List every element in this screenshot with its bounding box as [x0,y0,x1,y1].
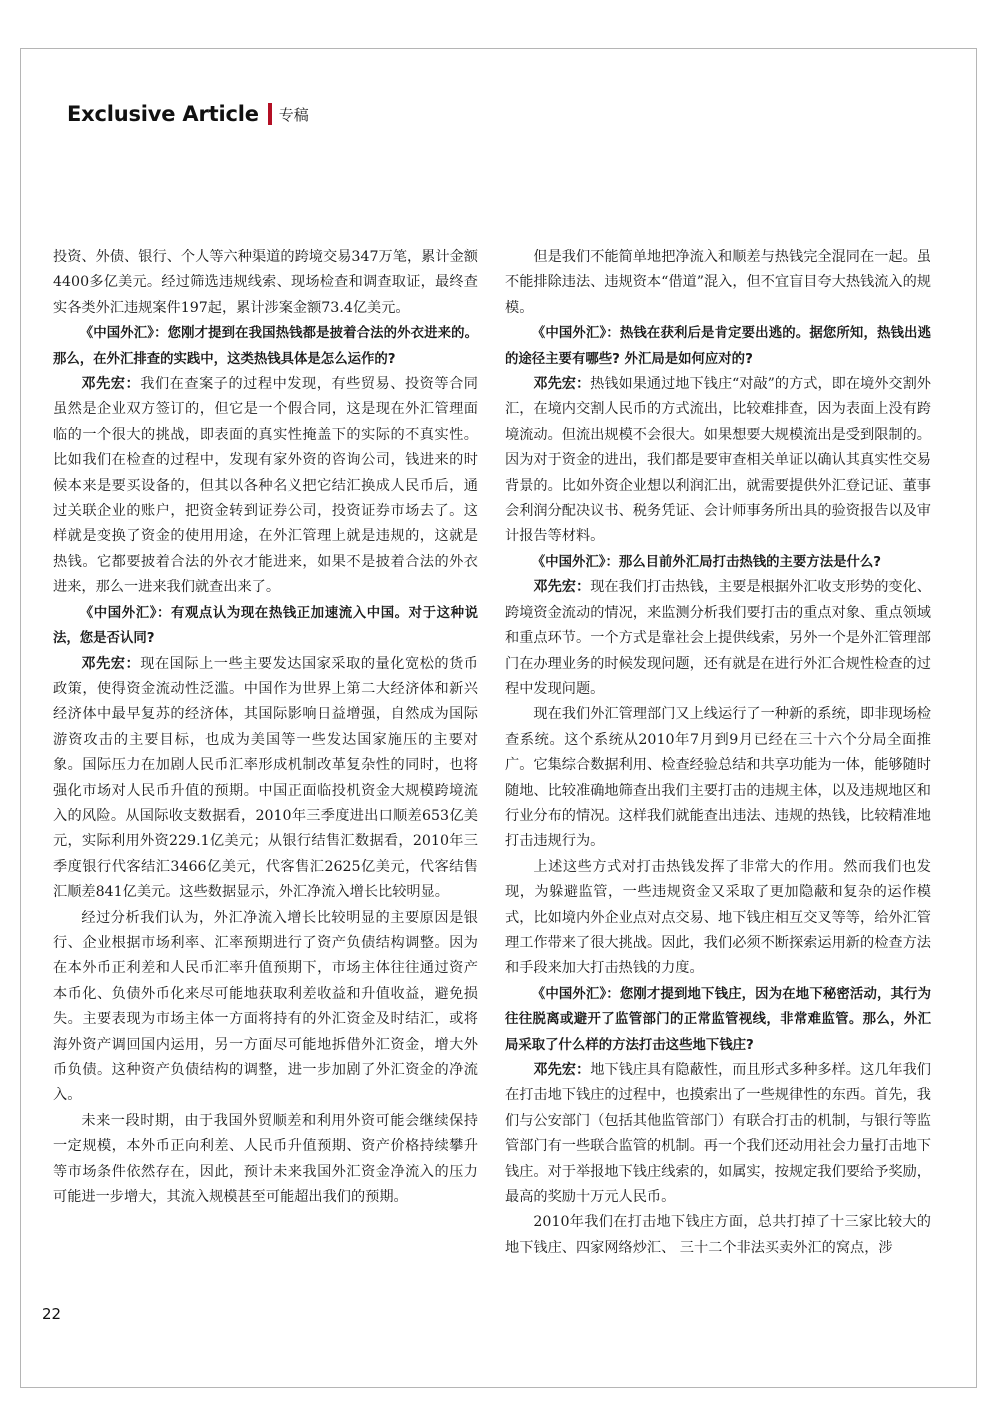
speaker-name: 邓先宏： [81,655,141,672]
speaker-name: 邓先宏： [533,1062,591,1078]
left-column [53,245,478,1210]
speaker-name: 邓先宏： [81,376,141,393]
question: 《中国外汇》：您刚才提到在我国热钱都是披着合法的外衣进来的。那么，在外汇排查的实践中，这类热钱具体是怎么运作的? [53,326,478,367]
answer: 邓先宏：我们在查案子的过程中发现，有些贸易、投资等合同虽然是企业双方签订的，但它是一个假合同，这是现在外汇管理面临的一个很大的挑战，即表面的真实性掩盖下的实际的不真实性。比如我们在检查的过程中，发现有家外资的咨询公司，钱进来的时候本来是要买设备的，但其以各种名义把它结汇换成人民币后，通过关联企业的账户，把资金转到证券公司，投资证券市场去了。这样就是变换了资金的使用用途，在外汇管理上就是违规的，这就是热钱。它都要披着合法的外衣才能进来，如果不是披着合法的外衣进来，那么一进来我们就查出来了。 [53,376,478,596]
paragraph: 现在我们外汇管理部门又上线运行了一种新的系统，即非现场检查系统。这个系统从2010年7月到9月已经在三十六个分局全面推广。它集综合数据利用、检查经验总结和共享功能为一体，能够随时随地、比较准确地筛查出我们主要打击的违规主体，以及违规地区和行业分布的情况。这样我们就能查出违法、违规的热钱，比较精准地打击违规行为。 [505,706,931,850]
speaker-name: 邓先宏： [533,579,591,596]
page-number: 22 [42,1305,62,1323]
answer: 邓先宏：现在我们打击热钱，主要是根据外汇收支形势的变化、跨境资金流动的情况，来监测分析我们要打击的重点对象、重点领域和重点环节。一个方式是靠社会上提供线索，另外一个是外汇管理部门在办理业务的时候发现问题，还有就是在进行外汇合规性检查的过程中发现问题。 [505,579,931,697]
paragraph: 经过分析我们认为，外汇净流入增长比较明显的主要原因是银行、企业根据市场利率、汇率预期进行了资产负债结构调整。因为在本外币正利差和人民币汇率升值预期下，市场主体往往通过资产本币化、负债外币化来尽可能地获取利差收益和升值收益，避免损失。主要表现为市场主体一方面将持有的外汇资金及时结汇，或将海外资产调回国内运用，另一方面尽可能地拆借外汇资金，增大外币负债。这种资产负债结构的调整，进一步加剧了外汇资金的净流入。 [53,909,478,1104]
answer: 邓先宏：地下钱庄具有隐蔽性，而且形式多种多样。这几年我们在打击地下钱庄的过程中，也摸索出了一些规律性的东西。首先，我们与公安部门（包括其他监管部门）有联合打击的机制，与银行等监管部门有一些联合监管的机制。再一个我们还动用社会力量打击地下钱庄。对于举报地下钱庄线索的，如属实，按规定我们要给予奖励，最高的奖励十万元人民币。 [505,1062,931,1206]
paragraph: 投资、外债、银行、个人等六种渠道的跨境交易347万笔，累计金额4400多亿美元。经过筛选违规线索、现场检查和调查取证，最终查实各类外汇违规案件197起，累计涉案金额73.4亿美元。 [53,249,478,316]
speaker-name: 邓先宏： [533,376,591,393]
header-divider-bar [268,103,272,125]
answer: 邓先宏：现在国际上一些主要发达国家采取的量化宽松的货币政策，使得资金流动性泛滥。中国作为世界上第二大经济体和新兴经济体中最早复苏的经济体，其国际影响日益增强，自然成为国际游资攻击的主要目标，也成为美国等一些发达国家施压的主要对象。国际压力在加剧人民币汇率形成机制改革复杂性的同时，也将强化市场对人民币升值的预期。中国正面临投机资金大规模跨境流入的风险。从国际收支数据看，2010年三季度进出口顺差653亿美元，实际利用外资229.1亿美元；从银行结售汇数据看，2010年三季度银行代客结汇3466亿美元，代客售汇2625亿美元，代客结售汇顺差841亿美元。这些数据显示，外汇净流入增长比较明显。 [53,655,478,901]
section-title-zh: 专稿 [278,105,309,124]
paragraph: 未来一段时期，由于我国外贸顺差和利用外资可能会继续保持一定规模，本外币正向利差、人民币升值预期、资产价格持续攀升等市场条件依然存在，因此，预计未来我国外汇资金净流入的压力可能进一步增大，其流入规模甚至可能超出我们的预期。 [53,1112,478,1206]
paragraph: 但是我们不能简单地把净流入和顺差与热钱完全混同在一起。虽不能排除违法、违规资本“借道”混入，但不宜盲目夸大热钱流入的规模。 [505,249,931,316]
question: 《中国外汇》：热钱在获利后是肯定要出逃的。据您所知，热钱出逃的途径主要有哪些? 外汇局是如何应对的? [505,326,931,367]
question: 《中国外汇》：那么目前外汇局打击热钱的主要方法是什么? [531,554,882,570]
section-header [67,97,309,131]
right-column [505,245,931,1261]
paragraph: 2010年我们在打击地下钱庄方面，总共打掉了十三家比较大的地下钱庄、四家网络炒汇、 三十二个非法买卖外汇的窝点，涉 [505,1214,931,1256]
question: 《中国外汇》：您刚才提到地下钱庄，因为在地下秘密活动，其行为往往脱离或避开了监管部门的正常监管视线，非常难监管。那么，外汇局采取了什么样的方法打击这些地下钱庄? [505,986,931,1053]
section-title-en: Exclusive Article [67,102,259,126]
question: 《中国外汇》：有观点认为现在热钱正加速流入中国。对于这种说法，您是否认同? [53,605,478,647]
answer: 邓先宏：热钱如果通过地下钱庄“对敲”的方式，即在境外交割外汇，在境内交割人民币的方式流出，比较难排查，因为表面上没有跨境流动。但流出规模不会很大。如果想要大规模流出是受到限制的。因为对于资金的进出，我们都是要审查相关单证以确认其真实性交易背景的。比如外资企业想以利润汇出，就需要提供外汇登记证、董事会利润分配决议书、税务凭证、会计师事务所出具的验资报告以及审计报告等材料。 [505,376,931,545]
paragraph: 上述这些方式对打击热钱发挥了非常大的作用。然而我们也发现，为躲避监管，一些违规资金又采取了更加隐蔽和复杂的运作模式，比如境内外企业点对点交易、地下钱庄相互交叉等等，给外汇管理工作带来了很大挑战。因此，我们必须不断探索运用新的检查方法和手段来加大打击热钱的力度。 [505,858,931,977]
